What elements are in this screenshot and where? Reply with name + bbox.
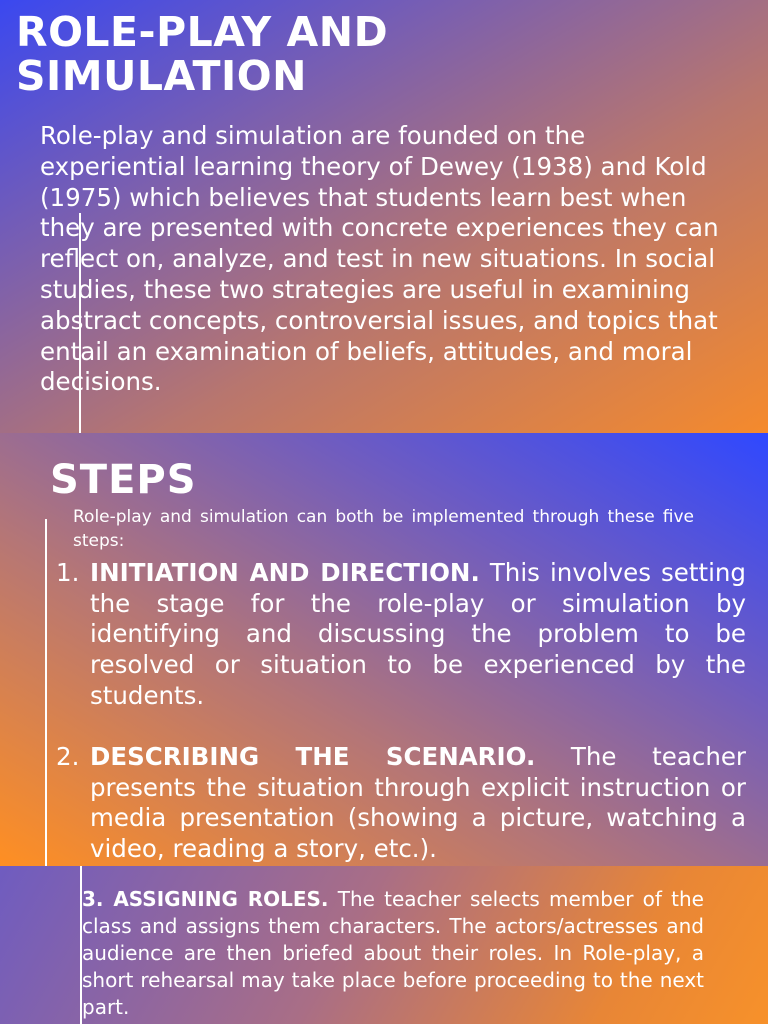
decorative-vertical-line (45, 519, 47, 866)
intro-paragraph: Role-play and simulation are founded on the experiential learning theory of Dewey (1938) and Kold (1975) which believes that students learn best when they are presented with concrete experiences they can reflect on, analyze, and test in new situations. In social studies, these two strategies are useful in examining abstract concepts, controversial issues, and topics that entail an examination of beliefs, attitudes, and moral decisions. (40, 121, 719, 397)
step-text: The teacher presents the situation through explicit instruction or media presentation (showing a picture, watching a video, reading a story, etc.). (90, 742, 747, 864)
step-number: 2. (56, 742, 80, 771)
steps-section (0, 433, 768, 866)
page-title-line-1: ROLE-PLAY AND (16, 8, 389, 56)
step-number: 1. (56, 558, 80, 587)
step-item-2 (56, 742, 746, 865)
step-body (90, 742, 746, 865)
step-item-1 (56, 558, 746, 712)
step-heading: DESCRIBING THE SCENARIO. (90, 742, 536, 771)
page-title (16, 10, 388, 98)
step-text: The teacher selects member of the class and assigns them characters. The actors/actresses and audience are then briefed about their roles. In Role-play, a short rehearsal may take place before proceeding to the next part. (82, 887, 704, 1019)
step-heading: 3. ASSIGNING ROLES. (82, 887, 329, 911)
steps-intro-text: Role-play and simulation can both be implemented through these five steps: (73, 507, 694, 551)
page-title-line-2: SIMULATION (16, 52, 307, 100)
step-heading: INITIATION AND DIRECTION. (90, 558, 480, 587)
step-body (90, 558, 746, 712)
steps-title: STEPS (50, 457, 197, 503)
assigning-roles-section (0, 866, 768, 1024)
intro-section (0, 0, 768, 433)
step-text: This involves setting the stage for the role-play or simulation by identifying and discussing the problem to be resolved or situation to be experienced by the students. (90, 558, 746, 710)
step-item-3 (82, 886, 704, 1021)
